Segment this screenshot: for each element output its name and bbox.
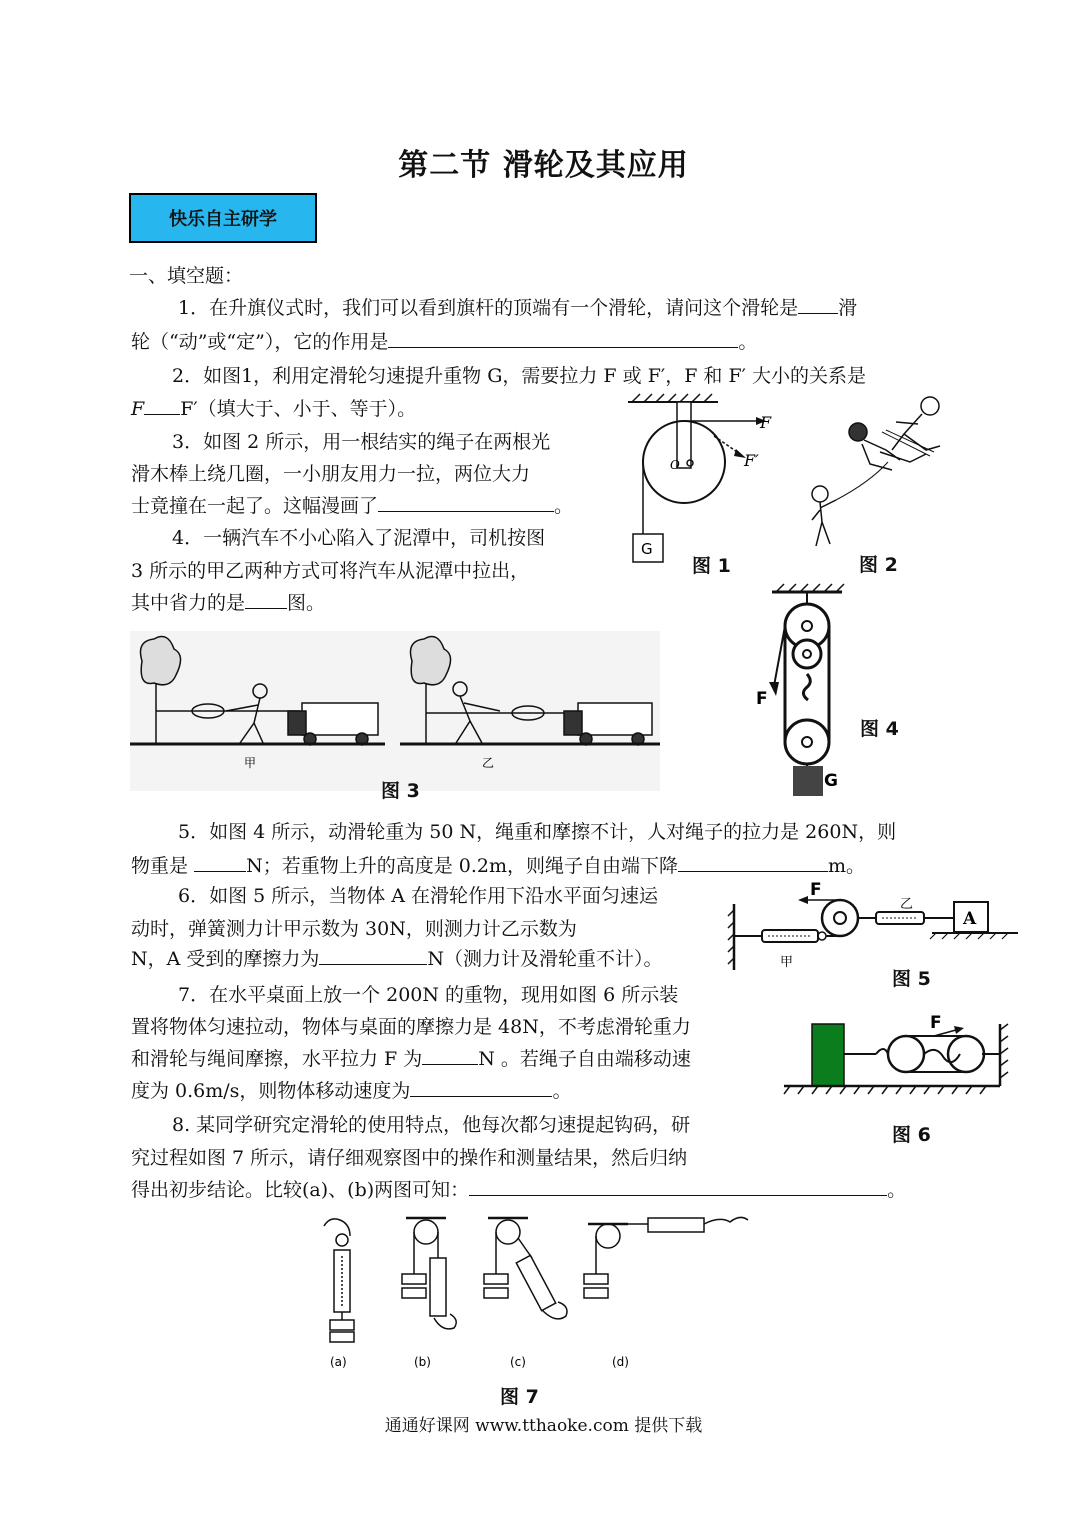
answer-blank[interactable]: [319, 944, 427, 965]
question-8-line-2: 究过程如图 7 所示，请仔细观察图中的操作和测量结果，然后归纳: [131, 1147, 688, 1169]
section-badge: 快乐自主研学: [129, 193, 317, 243]
page-title: 第二节 滑轮及其应用: [398, 148, 689, 183]
answer-blank[interactable]: [678, 851, 828, 872]
figure-3-caption: 图 3: [381, 780, 420, 802]
force-label-f-prime: F′: [744, 451, 759, 470]
question-2-line-2: F F′（填大于、小于、等于）。: [131, 394, 416, 424]
answer-blank[interactable]: [194, 851, 246, 872]
figure-2-cartoon: [800, 392, 950, 552]
figure-5-spring-scales: [728, 882, 1020, 972]
figure-5-block-label: A: [963, 909, 977, 929]
figure-7-part-c: (c): [510, 1355, 526, 1369]
answer-blank[interactable]: [410, 1076, 552, 1097]
figure-6-force-label: F: [930, 1013, 942, 1033]
answer-blank[interactable]: [422, 1044, 478, 1065]
figure-7-caption: 图 7: [500, 1386, 539, 1408]
answer-blank[interactable]: [798, 293, 838, 314]
question-3-line-1: 3．如图 2 所示，用一根结实的绳子在两根光: [172, 431, 551, 453]
question-5-line-1: 5．如图 4 所示，动滑轮重为 50 N，绳重和摩擦不计，人对绳子的拉力是 260N，则: [178, 821, 897, 843]
answer-blank[interactable]: [469, 1175, 887, 1196]
figure-2-caption: 图 2: [859, 554, 898, 576]
figure-4-force-label: F: [756, 689, 768, 709]
figure-3-right-label: 乙: [482, 756, 495, 770]
question-3-line-2: 滑木棒上绕几圈，一小朋友用力一拉，两位大力: [131, 463, 531, 485]
figure-4-caption: 图 4: [860, 718, 899, 740]
answer-blank[interactable]: [144, 394, 180, 415]
question-5-line-2: 物重是 N；若重物上升的高度是 0.2m，则绳子自由端下降 m。: [131, 851, 865, 881]
figure-3-truck-pull: [130, 631, 660, 791]
question-4-line-1: 4．一辆汽车不小心陷入了泥潭中，司机按图: [172, 527, 546, 549]
question-7-line-3: 和滑轮与绳间摩擦，水平拉力 F 为 N 。若绳子自由端移动速: [131, 1044, 691, 1074]
question-8-line-1: 8. 某同学研究定滑轮的使用特点，他每次都匀速提起钩码，研: [172, 1114, 691, 1136]
figure-4-pulley-block: [752, 582, 852, 802]
figure-7-part-b: (b): [414, 1355, 431, 1369]
pulley-center-label: O: [670, 458, 680, 472]
figure-1-fixed-pulley: [626, 392, 786, 572]
figure-1-caption: 图 1: [692, 555, 731, 577]
figure-3-left-label: 甲: [244, 756, 257, 770]
question-2-line-1: 2．如图1，利用定滑轮匀速提升重物 G，需要拉力 F 或 F′，F 和 F′ 大小的关系是: [172, 365, 866, 387]
figure-5-force-label: F: [810, 880, 822, 900]
figure-5-jia-label: 甲: [780, 955, 794, 970]
question-7-line-1: 7．在水平桌面上放一个 200N 的重物，现用如图 6 所示装: [178, 984, 679, 1006]
figure-7-part-d: (d): [612, 1355, 629, 1369]
question-3-line-3: 士竟撞在一起了。这幅漫画了 。: [131, 491, 573, 521]
answer-blank[interactable]: [245, 588, 287, 609]
question-6-line-3: N，A 受到的摩擦力为 N（测力计及滑轮重不计）。: [131, 944, 663, 974]
question-7-line-4: 度为 0.6m/s，则物体移动速度为 。: [131, 1076, 571, 1106]
question-1-line-2: 轮（“动”或“定”），它的作用是 。: [131, 327, 757, 357]
answer-blank[interactable]: [388, 327, 738, 348]
weight-label: G: [641, 540, 653, 558]
force-label-f: F: [760, 413, 772, 432]
figure-7-experiments: [310, 1210, 770, 1380]
figure-6-caption: 图 6: [892, 1124, 931, 1146]
answer-blank[interactable]: [378, 491, 554, 512]
figure-4-weight-label: G: [824, 771, 838, 791]
question-6-line-1: 6．如图 5 所示，当物体 A 在滑轮作用下沿水平面匀速运: [178, 885, 659, 907]
question-4-line-2: 3 所示的甲乙两种方式可将汽车从泥潭中拉出，: [131, 560, 530, 582]
question-6-line-2: 动时，弹簧测力计甲示数为 30N，则测力计乙示数为: [131, 918, 577, 940]
figure-5-yi-label: 乙: [900, 897, 914, 912]
figure-6-pulley-table: [784, 1014, 1014, 1104]
footer-source: 通通好课网 www.tthaoke.com 提供下载: [384, 1416, 703, 1436]
question-7-line-2: 置将物体匀速拉动，物体与桌面的摩擦力是 48N，不考虑滑轮重力: [131, 1016, 691, 1038]
figure-7-part-a: (a): [330, 1355, 347, 1369]
question-8-line-3: 得出初步结论。比较(a)、(b)两图可知： 。: [131, 1175, 906, 1205]
section-heading: 一、填空题：: [129, 265, 244, 287]
figure-5-caption: 图 5: [892, 968, 931, 990]
question-1-line-1: 1．在升旗仪式时，我们可以看到旗杆的顶端有一个滑轮，请问这个滑轮是 滑: [178, 293, 857, 323]
question-4-line-3: 其中省力的是 图。: [131, 588, 325, 618]
